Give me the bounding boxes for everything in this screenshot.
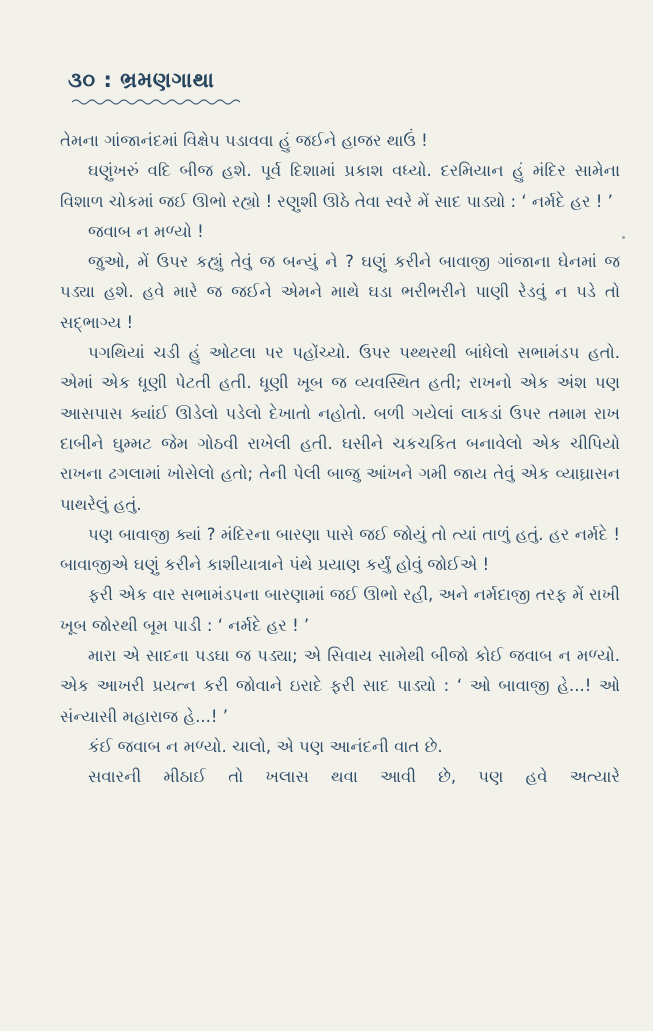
paragraph-2: ઘણુંખરું વદિ બીજ હશે. પૂર્વ દિશામાં પ્રકાશ વધ્યો. દરમિયાન હું મંદિર સામેના વિશાળ ચોકમાં જઈ ઊભો રહ્યો ! રણુશી ઊઠે તેવા સ્વરે મેં સાદ પાડ્યો : ‘ નર્મદે હર ! ’ xyxy=(60,161,620,211)
paragraph-1: તેમના ગાંજાનંદમાં વિક્ષેપ પડાવવા હું જઈને હાજર થાઉં ! xyxy=(60,131,428,150)
header-separator: : xyxy=(103,68,113,92)
body-text xyxy=(60,126,620,793)
paragraph-6: પણ બાવાજી ક્યાં ? મંદિરના બારણા પાસે જઈ જોયું તો ત્યાં તાળું હતું. હર નર્મદે ! બાવાજીએ ઘણું કરીને કાશીયાત્રાને પંથે પ્રયાણ કર્યું હોવું જોઈએ ! xyxy=(60,524,620,575)
paragraph-7: ફરી એક વાર સભામંડપના બારણામાં જઈ ઊભો રહી, અને નર્મદાજી તરફ મેં રાખી ખૂબ જોરથી બૂમ પાડી : ‘ નર્મદે હર ! ’ xyxy=(60,585,620,635)
running-title: ભ્રમણગાથા xyxy=(120,68,215,92)
paragraph-10: સવારની મીઠાઈ તો ખલાસ થવા આવી છે, પણ હવે અત્યારે xyxy=(88,767,620,787)
paper-speck xyxy=(622,236,625,239)
page-number: ૩૦ xyxy=(68,68,96,92)
page-header xyxy=(68,68,214,93)
paragraph-9: કંઈ જવાબ ન મળ્યો. ચાલો, એ પણ આનંદની વાત છે. xyxy=(88,736,443,756)
paragraph-8: મારા એ સાદના પડઘા જ પડ્યા; એ સિવાય સામેથી બીજો કોઈ જવાબ ન મળ્યો. એક આખરી પ્રયત્ન કરી જોવાને ઇરાદે ફરી સાદ પાડ્યો : ‘ ઓ બાવાજી હે...! ઓ સંન્યાસી મહારાજ હે...! ’ xyxy=(60,646,620,726)
header-wavy-rule xyxy=(72,98,244,106)
paragraph-5: પગથિયાં ચડી હું ઓટલા પર પહોંચ્યો. ઉપર પથ્થરથી બાંધેલો સભામંડપ હતો. એમાં એક ધૂણી પેટતી હતી. ધૂણી ખૂબ જ વ્યવસ્થિત હતી; રાખનો એક અંશ પણ આસપાસ ક્યાંઈ ઊડેલો પડેલો દેખાતો નહોતો. બળી ગયેલાં લાકડાં ઉપર તમામ રાખ દાબીને ઘુમ્મટ જેમ ગોઠવી રાખેલી હતી. ઘસીને ચકચકિત બનાવેલો એક ચીપિયો રાખના ઢગલામાં ખોસેલો હતો; તેની પેલી બાજુ આંખને ગમી જાય તેવું એક વ્યાઘ્રાસન પાથરેલું હતું. xyxy=(60,343,620,514)
paragraph-4: જુઓ, મેં ઉપર કહ્યું તેવું જ બન્યું ને ? ઘણું કરીને બાવાજી ગાંજાના ઘેનમાં જ પડ્યા હશે. હવે મારે જ જઈને એમને માથે ઘડા ભરીભરીને પાણી રેડવું ન પડે તો સદ્ભાગ્ય ! xyxy=(60,252,620,332)
paragraph-3: જવાબ ન મળ્યો ! xyxy=(88,221,204,241)
